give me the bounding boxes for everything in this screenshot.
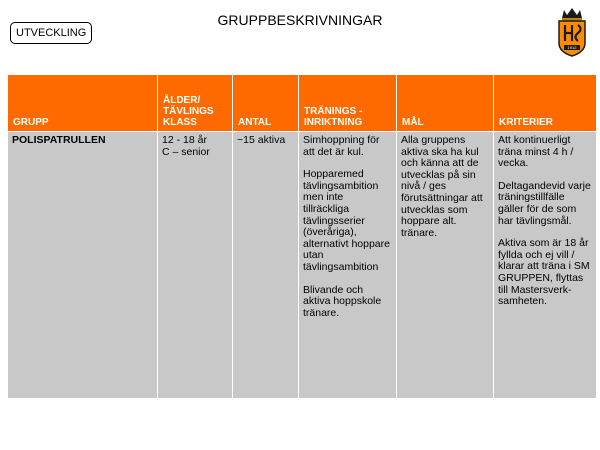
column-header-count: ANTAL [233,75,299,132]
column-header-age-class: ÅLDER/ TÄVLINGS KLASS [158,75,233,132]
criteria-paragraph: Deltagandevid varje träningstillfälle gäller för de som har tävlingsmål. [498,179,591,227]
column-header-goal: MÅL [397,75,494,132]
table-header-row [8,75,597,132]
age-class-cell: 12 - 18 år C – senior [158,132,233,399]
table-row [8,132,597,399]
page-title: GRUPPBESKRIVNINGAR [217,12,383,28]
column-header-criteria: KRITERIER [494,75,597,132]
goal-cell: Alla gruppens aktiva ska ha kul och känna att de utvecklas på sin nivå / ges förutsättningar att utvecklas som hoppare alt. tränare. [397,132,494,399]
criteria-paragraph: Aktiva som är 18 år fyllda och ej vill / klarar att träna i SM GRUPPEN, flyttas till Mastersverk-samheten. [498,237,590,308]
column-header-group: GRUPP [8,75,158,132]
group-name-cell: POLISPATRULLEN [8,132,158,399]
count-cell: ~15 aktiva [233,132,299,399]
criteria-paragraph: Att kontinuerligt träna minst 4 h / vecka. [498,134,574,170]
logo-year: 1912 [567,45,577,51]
section-badge: UTVECKLING [10,22,92,44]
group-table [7,74,597,399]
training-focus-cell [299,132,397,399]
training-paragraph: Blivande och aktiva hoppskole tränare. [303,283,382,319]
training-paragraph: Simhoppning för att det är kul. [303,134,380,158]
criteria-cell [494,132,597,399]
training-paragraph: Hopparemed tävlingsambition men inte tillräckliga tävlingsserier (överåriga), alternativt hoppare utan tävlingsambition [303,168,390,273]
club-crest-logo [556,7,588,57]
column-header-training-focus: TRÄNINGS - INRIKTNING [299,75,397,132]
